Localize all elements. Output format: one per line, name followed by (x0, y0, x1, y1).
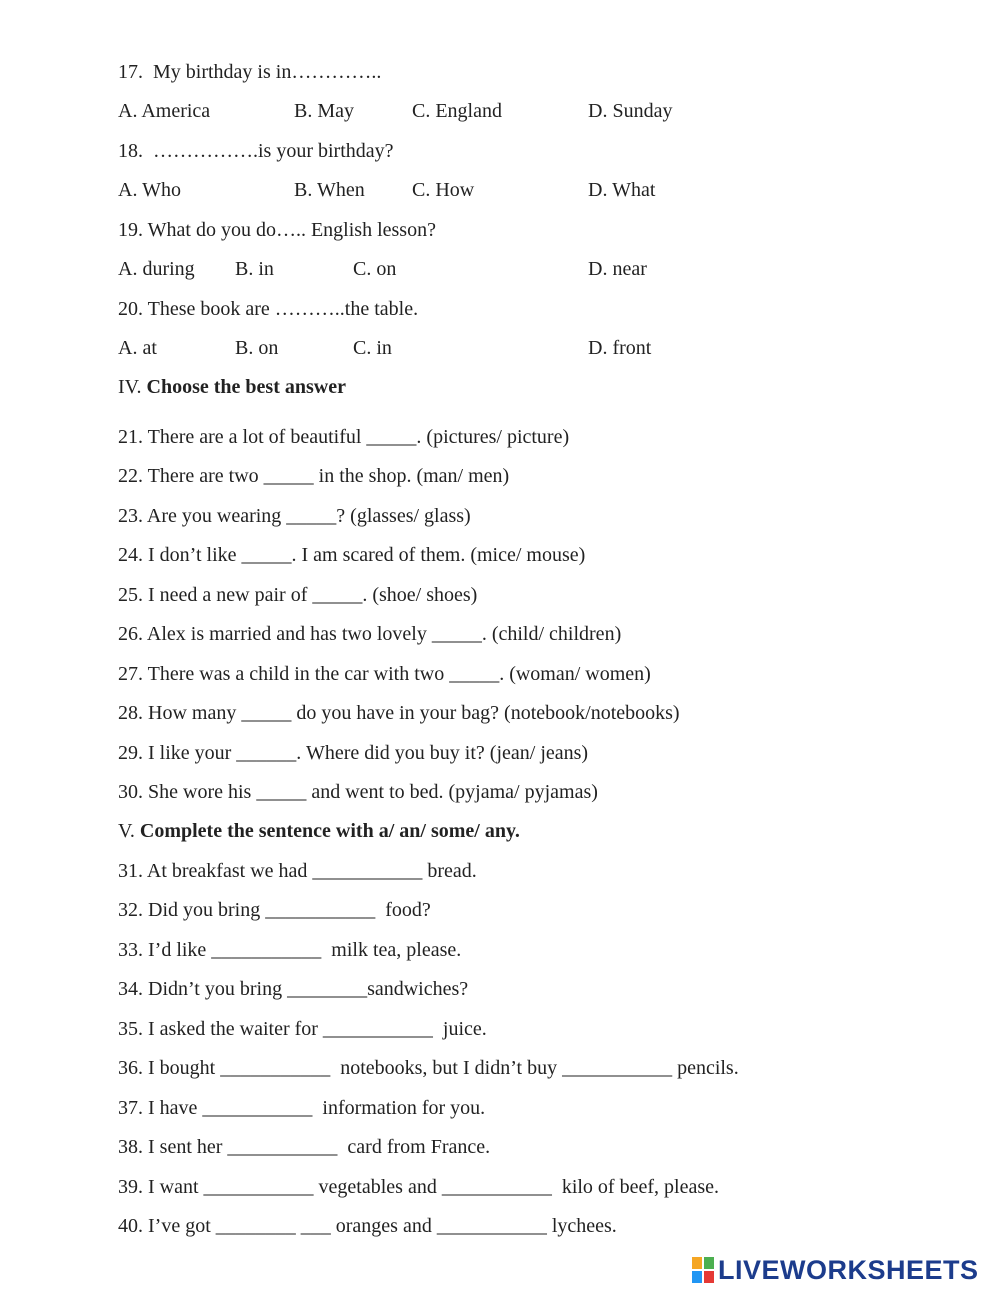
question-35: 35. I asked the waiter for ___________ juice. (118, 1018, 487, 1040)
question-20: 20. These book are ………..the table. (118, 298, 419, 320)
section-number: IV. (118, 376, 147, 398)
option-d[interactable]: D. Sunday (588, 100, 673, 122)
options-20 (118, 336, 918, 360)
question-33: 33. I’d like ___________ milk tea, please. (118, 939, 462, 961)
option-d[interactable]: D. front (588, 337, 652, 359)
logo-icon (692, 1257, 714, 1283)
question-22: 22. There are two _____ in the shop. (man/ men) (118, 465, 510, 487)
question-27: 27. There was a child in the car with two _____. (woman/ women) (118, 663, 651, 685)
liveworksheets-logo (692, 1254, 979, 1286)
section-title: Complete the sentence with a/ an/ some/ any. (139, 820, 520, 842)
option-b[interactable]: B. May (294, 100, 354, 122)
question-21: 21. There are a lot of beautiful _____. (pictures/ picture) (118, 426, 570, 448)
question-28: 28. How many _____ do you have in your bag? (notebook/notebooks) (118, 702, 680, 724)
option-c[interactable]: C. in (353, 337, 392, 359)
logo-square (692, 1257, 702, 1269)
options-18 (118, 178, 918, 202)
question-38: 38. I sent her ___________ card from France. (118, 1136, 491, 1158)
question-37: 37. I have ___________ information for you. (118, 1097, 486, 1119)
option-b[interactable]: B. in (235, 258, 274, 280)
question-40: 40. I’ve got ________ ___ oranges and ___________ lychees. (118, 1215, 617, 1237)
question-24: 24. I don’t like _____. I am scared of them. (mice/ mouse) (118, 544, 586, 566)
question-34: 34. Didn’t you bring ________sandwiches? (118, 978, 469, 1000)
section-v-heading (118, 819, 520, 843)
question-39: 39. I want ___________ vegetables and ___________ kilo of beef, please. (118, 1176, 719, 1198)
option-a[interactable]: A. Who (118, 179, 181, 201)
option-a[interactable]: A. at (118, 337, 157, 359)
question-32: 32. Did you bring ___________ food? (118, 899, 431, 921)
option-d[interactable]: D. near (588, 258, 647, 280)
option-d[interactable]: D. What (588, 179, 656, 201)
option-b[interactable]: B. When (294, 179, 365, 201)
options-17 (118, 99, 918, 123)
logo-square (704, 1257, 714, 1269)
question-18: 18. …………….is your birthday? (118, 140, 394, 162)
option-c[interactable]: C. on (353, 258, 397, 280)
question-31: 31. At breakfast we had ___________ bread. (118, 860, 477, 882)
section-number: V. (118, 820, 140, 842)
logo-square (692, 1271, 702, 1283)
option-a[interactable]: A. during (118, 258, 195, 280)
question-23: 23. Are you wearing _____? (glasses/ glass) (118, 505, 471, 527)
options-19 (118, 257, 918, 281)
option-c[interactable]: C. England (412, 100, 502, 122)
section-title: Choose the best answer (146, 376, 346, 398)
option-c[interactable]: C. How (412, 179, 475, 201)
question-30: 30. She wore his _____ and went to bed. (pyjama/ pyjamas) (118, 781, 598, 803)
question-19: 19. What do you do….. English lesson? (118, 219, 436, 241)
question-17: 17. My birthday is in………….. (118, 61, 382, 83)
question-29: 29. I like your ______. Where did you buy it? (jean/ jeans) (118, 742, 589, 764)
question-36: 36. I bought ___________ notebooks, but I didn’t buy ___________ pencils. (118, 1057, 739, 1079)
option-b[interactable]: B. on (235, 337, 279, 359)
question-25: 25. I need a new pair of _____. (shoe/ shoes) (118, 584, 478, 606)
question-26: 26. Alex is married and has two lovely _____. (child/ children) (118, 623, 622, 645)
section-iv-heading (118, 375, 346, 399)
logo-square (704, 1271, 714, 1283)
option-a[interactable]: A. America (118, 100, 211, 122)
logo-text: LIVEWORKSHEETS (718, 1254, 979, 1285)
